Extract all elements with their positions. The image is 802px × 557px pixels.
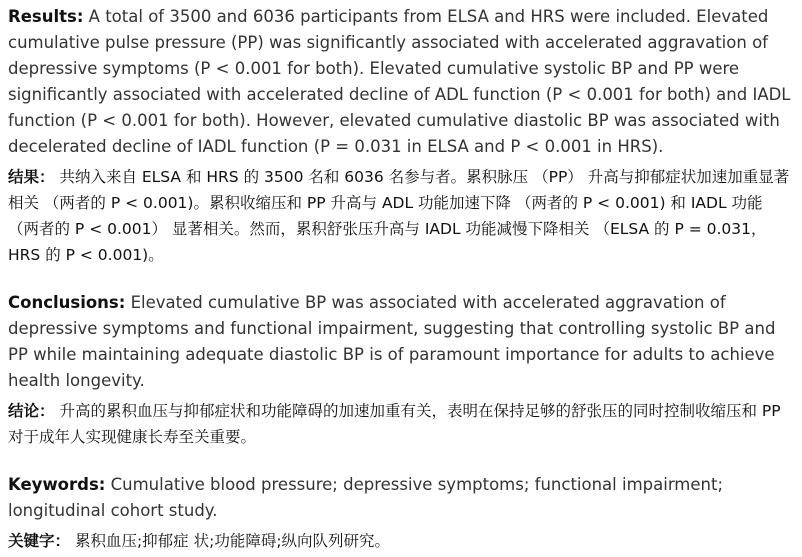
- conclusions-zh-label: 结论：: [8, 402, 55, 420]
- conclusions-en-label: Conclusions:: [8, 293, 126, 312]
- abstract-body: [8, 4, 794, 554]
- results-en-label: Results:: [8, 7, 84, 26]
- keywords-en-text: Cumulative blood pressure; depressive symptoms; functional impairment; longitudinal cohort study.: [8, 475, 724, 520]
- keywords-zh-text: 累积血压;抑郁症 状;功能障碍;纵向队列研究。: [70, 532, 391, 550]
- results-zh-text: 共纳入来自 ELSA 和 HRS 的 3500 名和 6036 名参与者。累积脉压 （PP） 升高与抑郁症状加速加重显著相关 （两者的 P < 0.001)。累积收缩压和 PP 升高与 ADL 功能加速下降 （两者的 P < 0.001) 和 IADL 功能 （两者的 P < 0.001） 显著相关。然而，累积舒张压升高与 IADL 功能减慢下降相关 （ELSA 的 P = 0.031，HRS 的 P < 0.001)。: [8, 168, 790, 264]
- results-en-paragraph: [8, 4, 794, 160]
- results-en-text: A total of 3500 and 6036 participants from ELSA and HRS were included. Elevated cumulative pulse pressure (PP) was significantly associated with accelerated aggravation of depressive symptoms (P < 0.001 for both). Elevated cumulative systolic BP and PP were significantly associated with accelerated decline of ADL function (P < 0.001 for both) and IADL function (P < 0.001 for both). However, elevated cumulative diastolic BP was associated with decelerated decline of IADL function (P = 0.031 in ELSA and P < 0.001 in HRS).: [8, 7, 791, 156]
- conclusions-en-text: Elevated cumulative BP was associated with accelerated aggravation of depressive symptoms and functional impairment, suggesting that controlling systolic BP and PP while maintaining adequate diastolic BP is of paramount importance for adults to achieve health longevity.: [8, 293, 776, 390]
- conclusions-en-paragraph: [8, 290, 794, 394]
- keywords-en-label: Keywords:: [8, 475, 106, 494]
- results-zh-label: 结果：: [8, 168, 55, 186]
- conclusions-zh-text: 升高的累积血压与抑郁症状和功能障碍的加速加重有关，表明在保持足够的舒张压的同时控制收缩压和 PP 对于成年人实现健康长寿至关重要。: [8, 402, 781, 446]
- results-zh-paragraph: [8, 164, 794, 268]
- conclusions-zh-paragraph: [8, 398, 794, 450]
- keywords-en-paragraph: [8, 472, 794, 524]
- keywords-zh-paragraph: [8, 528, 794, 554]
- keywords-zh-label: 关键字：: [8, 532, 71, 550]
